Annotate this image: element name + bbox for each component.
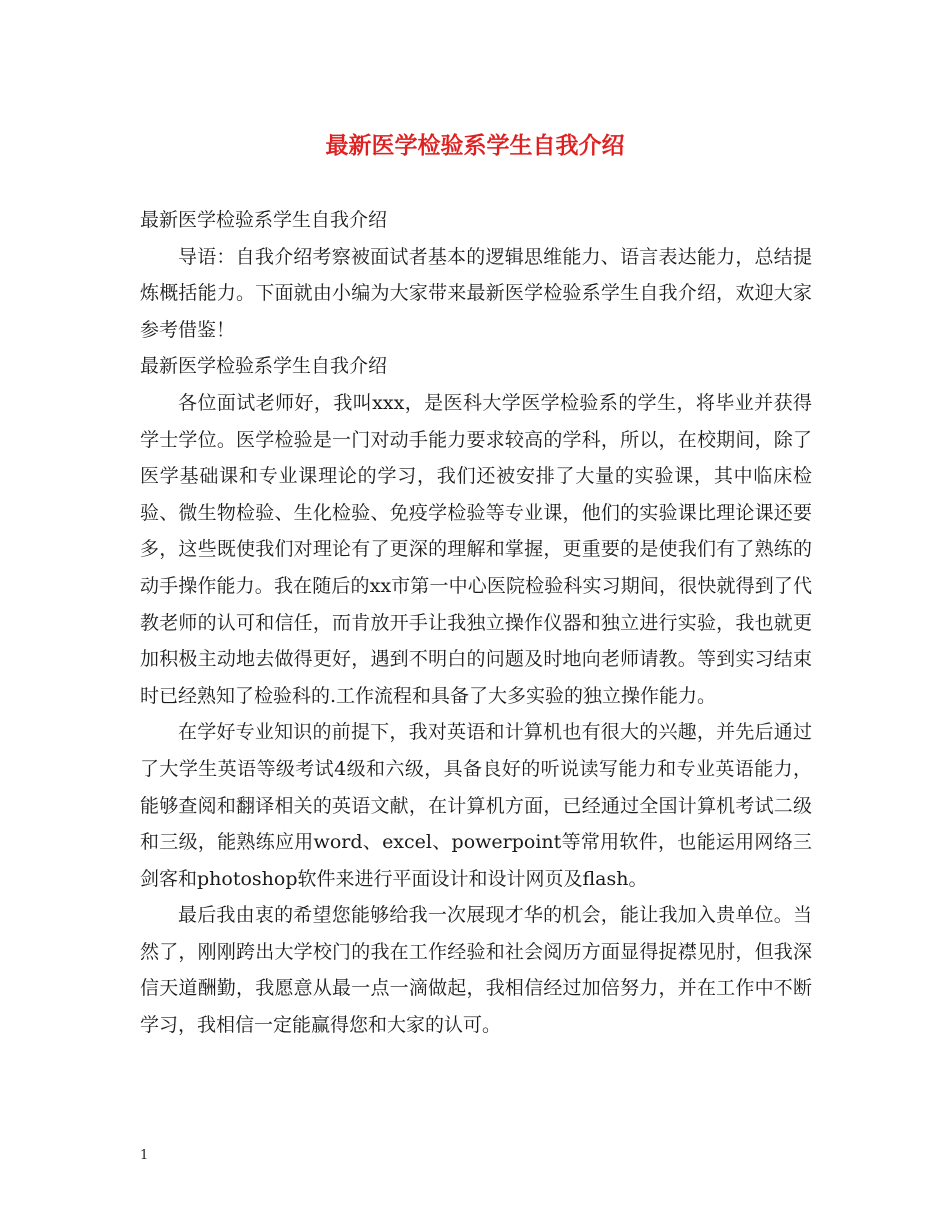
- paragraph-heading-2: 最新医学检验系学生自我介绍: [140, 355, 388, 378]
- page-number: 1: [140, 1148, 149, 1163]
- paragraph-heading-1: 最新医学检验系学生自我介绍: [140, 209, 388, 231]
- paragraph-intro: 导语：自我介绍考察被面试者基本的逻辑思维能力、语言表达能力，总结提炼概括能力。下面就由小编为大家带来最新医学检验系学生自我介绍，欢迎大家参考借鉴！: [140, 245, 812, 341]
- paragraph-self-intro: 各位面试老师好，我叫xxx，是医科大学医学检验系的学生，将毕业并获得学士学位。医学检验是一门对动手能力要求较高的学科，所以，在校期间，除了医学基础课和专业课理论的学习，我们还被安排了大量的实验课，其中临床检验、微生物检验、生化检验、免疫学检验等专业课，他们的实验课比理论课还要多，这些既使我们对理论有了更深的理解和掌握，更重要的是使我们有了熟练的动手操作能力。我在随后的xx市第一中心医院检验科实习期间，很快就得到了代教老师的认可和信任，而肯放开手让我独立操作仪器和独立进行实验，我也就更加积极主动地去做得更好，遇到不明白的问题及时地向老师请教。等到实习结束时已经熟知了检验科的.工作流程和具备了大多实验的独立操作能力。: [140, 391, 812, 707]
- document-title: 最新医学检验系学生自我介绍: [325, 132, 625, 159]
- document-body: [140, 202, 812, 1044]
- paragraph-closing: 最后我由衷的希望您能够给我一次展现才华的机会，能让我加入贵单位。当然了，刚刚跨出大学校门的我在工作经验和社会阅历方面显得捉襟见肘，但我深信天道酬勤，我愿意从最一点一滴做起，我相信经过加倍努力，并在工作中不断学习，我相信一定能赢得您和大家的认可。: [140, 904, 812, 1037]
- paragraph-skills: 在学好专业知识的前提下，我对英语和计算机也有很大的兴趣，并先后通过了大学生英语等级考试4级和六级，具备良好的听说读写能力和专业英语能力，能够查阅和翻译相关的英语文献，在计算机方面，已经通过全国计算机考试二级和三级，能熟练应用word、excel、powerpoint等常用软件，也能运用网络三剑客和photoshop软件来进行平面设计和设计网页及flash。: [140, 721, 812, 890]
